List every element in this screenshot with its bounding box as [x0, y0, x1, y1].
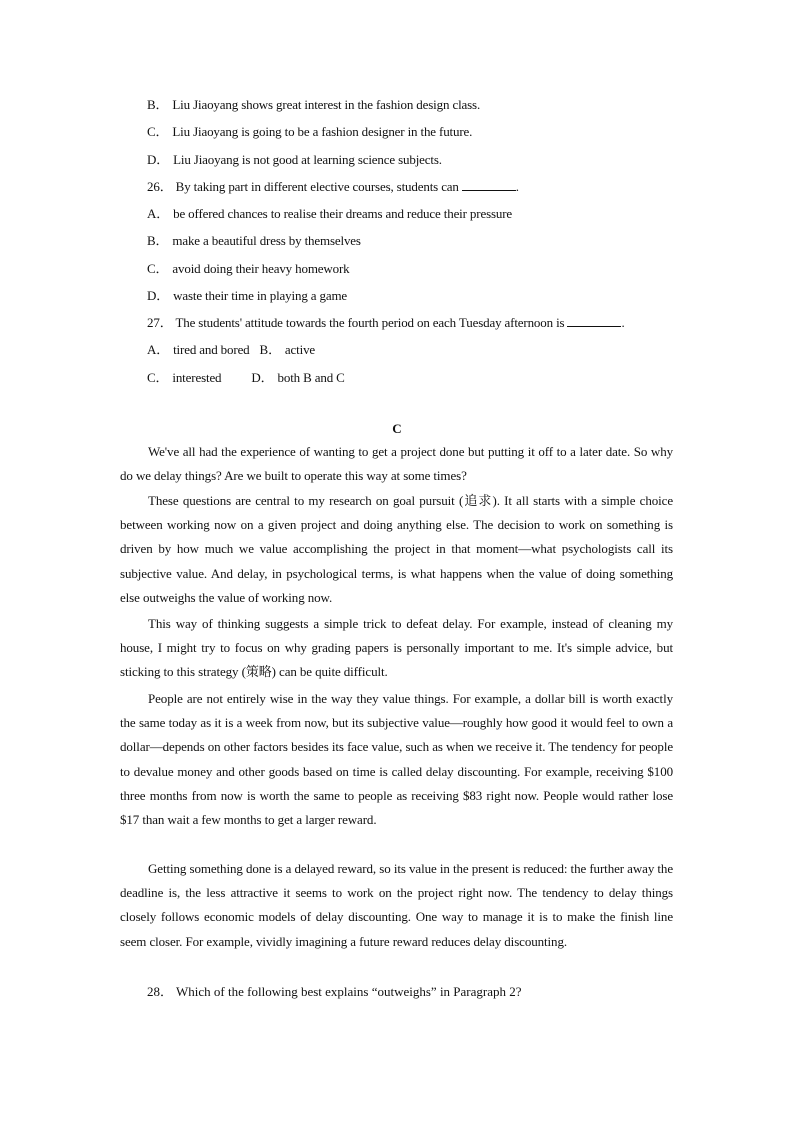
q26-option-d: [147, 288, 347, 304]
passage-paragraph-4: People are not entirely wise in the way they value things. For example, a dollar bill is worth exactly the same today as it is a week from now, but its subjective value—roughly how good it would feel to own a dollar—depends on other factors besides its face value, such as when we receive it. The tendency for people to devalue money and other goods based on time is called delay discounting. For example, receiving $100 three months from now is worth the same to people as receiving $83 right now. People would rather lose $17 than wait a few months to get a larger reward.: [120, 691, 673, 828]
option-letter: C．: [147, 261, 169, 276]
q26-option-b: [147, 233, 361, 249]
q27-options-row-1: [147, 342, 315, 358]
option-text: make a beautiful dress by themselves: [172, 233, 361, 248]
option-letter: D．: [147, 288, 170, 303]
question-number: 26．: [147, 179, 173, 194]
question-27: [147, 315, 625, 331]
option-text: active: [284, 342, 316, 357]
option-letter: B．: [259, 342, 281, 357]
option-text: waste their time in playing a game: [173, 288, 348, 303]
q26-option-a: [147, 206, 512, 222]
option-text: be offered chances to realise their dreams and reduce their pressure: [173, 206, 513, 221]
question-stem: The students' attitude towards the fourth period on each Tuesday afternoon is: [175, 315, 565, 330]
question-26: [147, 179, 519, 195]
option-text: both B and C: [277, 370, 345, 385]
option-text: avoid doing their heavy homework: [172, 261, 350, 276]
section-title: C: [392, 421, 402, 436]
question-number: 27．: [147, 315, 173, 330]
option-letter: B．: [147, 233, 169, 248]
question-28: [147, 984, 522, 1000]
option-text: tired and bored: [173, 342, 250, 357]
question-stem: Which of the following best explains “outweighs” in Paragraph 2?: [176, 984, 522, 999]
question-stem: By taking part in different elective courses, students can: [175, 179, 459, 194]
option-letter: A．: [147, 342, 170, 357]
option-text: interested: [172, 370, 222, 385]
option-text: Liu Jiaoyang shows great interest in the fashion design class.: [172, 97, 481, 112]
passage-paragraph-2: These questions are central to my research on goal pursuit (追求). It all starts with a simple choice between working now on a given project and doing anything else. The decision to work on something is driven by how much we value accomplishing the project in that moment—what psychologists call its subjective value. And delay, in psychological terms, is what happens when the value of doing something else outweighs the value of working now.: [120, 493, 673, 605]
option-letter: A．: [147, 206, 170, 221]
passage-paragraph-3: This way of thinking suggests a simple trick to defeat delay. For example, instead of cleaning my house, I might try to focus on why grading papers is personally important to me. It's simple advice, but sticking to this strategy (策略) can be quite difficult.: [120, 616, 673, 680]
question-end: .: [621, 315, 625, 330]
passage-paragraph-1: We've all had the experience of wanting to get a project done but putting it off to a later date. So why do we delay things? Are we built to operate this way at some times?: [120, 444, 673, 484]
question-end: .: [515, 179, 519, 194]
option-letter: C．: [147, 124, 169, 139]
q27-options-row-2: [147, 370, 345, 386]
question-number: 28．: [147, 984, 174, 999]
q26-option-c: [147, 261, 350, 277]
option-letter: B．: [147, 97, 169, 112]
option-d-prev: [147, 152, 442, 168]
option-b-prev: [147, 97, 480, 113]
option-letter: C．: [147, 370, 169, 385]
option-c-prev: [147, 124, 472, 140]
option-text: Liu Jiaoyang is not good at learning science subjects.: [173, 152, 442, 167]
answer-blank: [567, 315, 621, 327]
option-letter: D．: [251, 370, 274, 385]
answer-blank: [462, 179, 516, 191]
passage-paragraph-5: Getting something done is a delayed reward, so its value in the present is reduced: the further away the deadline is, the less attractive it seems to work on the project right now. The tendency to delay things closely follows economic models of delay discounting. One way to manage it is to make the finish line seem closer. For example, vividly imagining a future reward reduces delay discounting.: [120, 861, 673, 949]
option-text: Liu Jiaoyang is going to be a fashion designer in the future.: [172, 124, 473, 139]
option-letter: D．: [147, 152, 170, 167]
